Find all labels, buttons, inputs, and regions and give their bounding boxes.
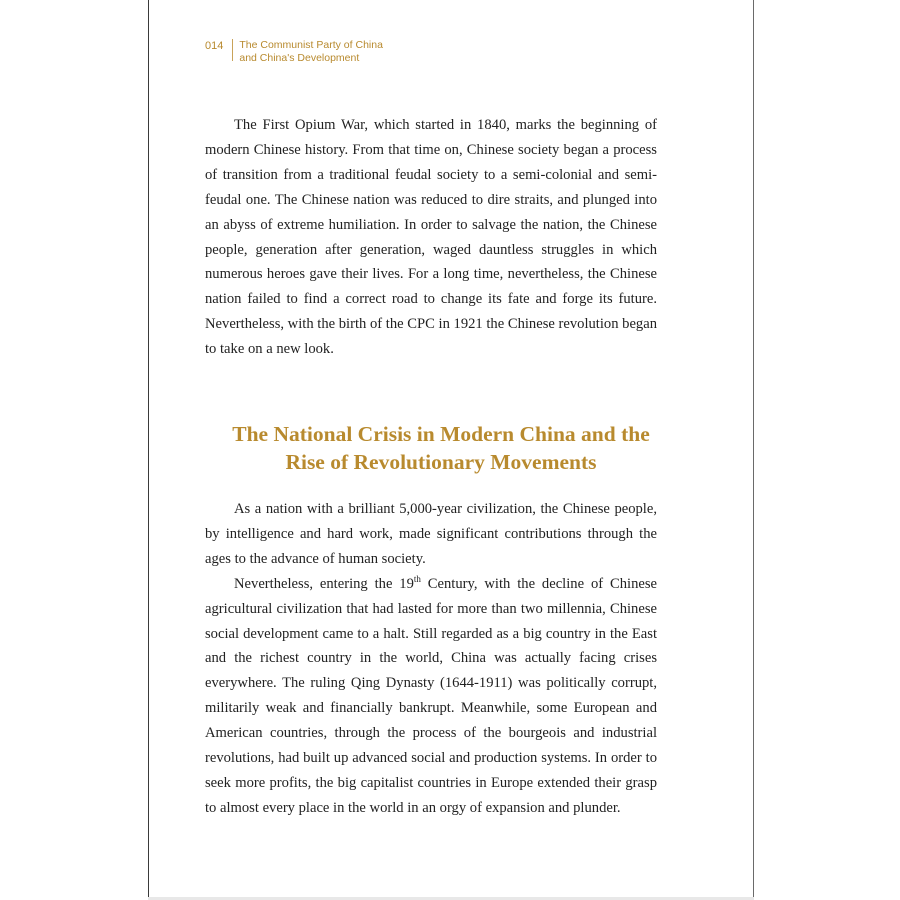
page-right-edge xyxy=(753,0,754,900)
section-heading-line1: The National Crisis in Modern China and the xyxy=(232,422,650,446)
intro-paragraph: The First Opium War, which started in 1840, marks the beginning of modern Chinese history. From that time on, Chinese society began a process of transition from a traditional feudal society to a semi-colonial and semi-feudal one. The Chinese nation was reduced to dire straits, and plunged into an abyss of extreme humiliation. In order to salvage the nation, the Chinese people, generation after generation, waged dauntless struggles in which numerous heroes gave their lives. For a long time, nevertheless, the Chinese nation failed to find a correct road to change its fate and forge its future. Nevertheless, with the birth of the CPC in 1921 the Chinese revolution began to take on a new look. xyxy=(205,117,657,358)
running-head xyxy=(205,39,383,64)
section-text-block xyxy=(205,497,657,821)
section-paragraph-1: As a nation with a brilliant 5,000-year civilization, the Chinese people, by intelligence and hard work, made significant contributions through the ages to the advance of human society. xyxy=(205,501,657,567)
section-heading xyxy=(170,420,712,476)
page-number: 014 xyxy=(205,40,224,52)
running-head-title xyxy=(239,39,383,64)
paragraph-2-lead: Nevertheless, entering the 19 xyxy=(234,575,414,592)
paragraph-2-rest: Century, with the decline of Chinese agricultural civilization that had lasted for more than two millennia, Chinese social development came to a halt. Still regarded as a big country in the East and the richest country in the world, China was actually facing crises everywhere. The ruling Qing Dynasty (1644-1911) was politically corrupt, militarily weak and financially bankrupt. Meanwhile, some European and American countries, through the process of the bourgeois and industrial revolutions, had built up advanced social and production systems. In order to seek more profits, the big capitalist countries in Europe extended their grasp to almost every place in the world in an orgy of expansion and plunder. xyxy=(205,575,657,816)
running-head-title-line1: The Communist Party of China xyxy=(239,39,383,51)
section-paragraph-2 xyxy=(205,572,657,821)
page-left-edge xyxy=(148,0,149,900)
intro-text-block xyxy=(205,113,657,362)
ordinal-superscript: th xyxy=(413,573,421,584)
running-head-title-line2: and China's Development xyxy=(239,51,360,64)
section-heading-line2: Rise of Revolutionary Movements xyxy=(285,450,597,474)
running-head-divider xyxy=(232,39,233,61)
